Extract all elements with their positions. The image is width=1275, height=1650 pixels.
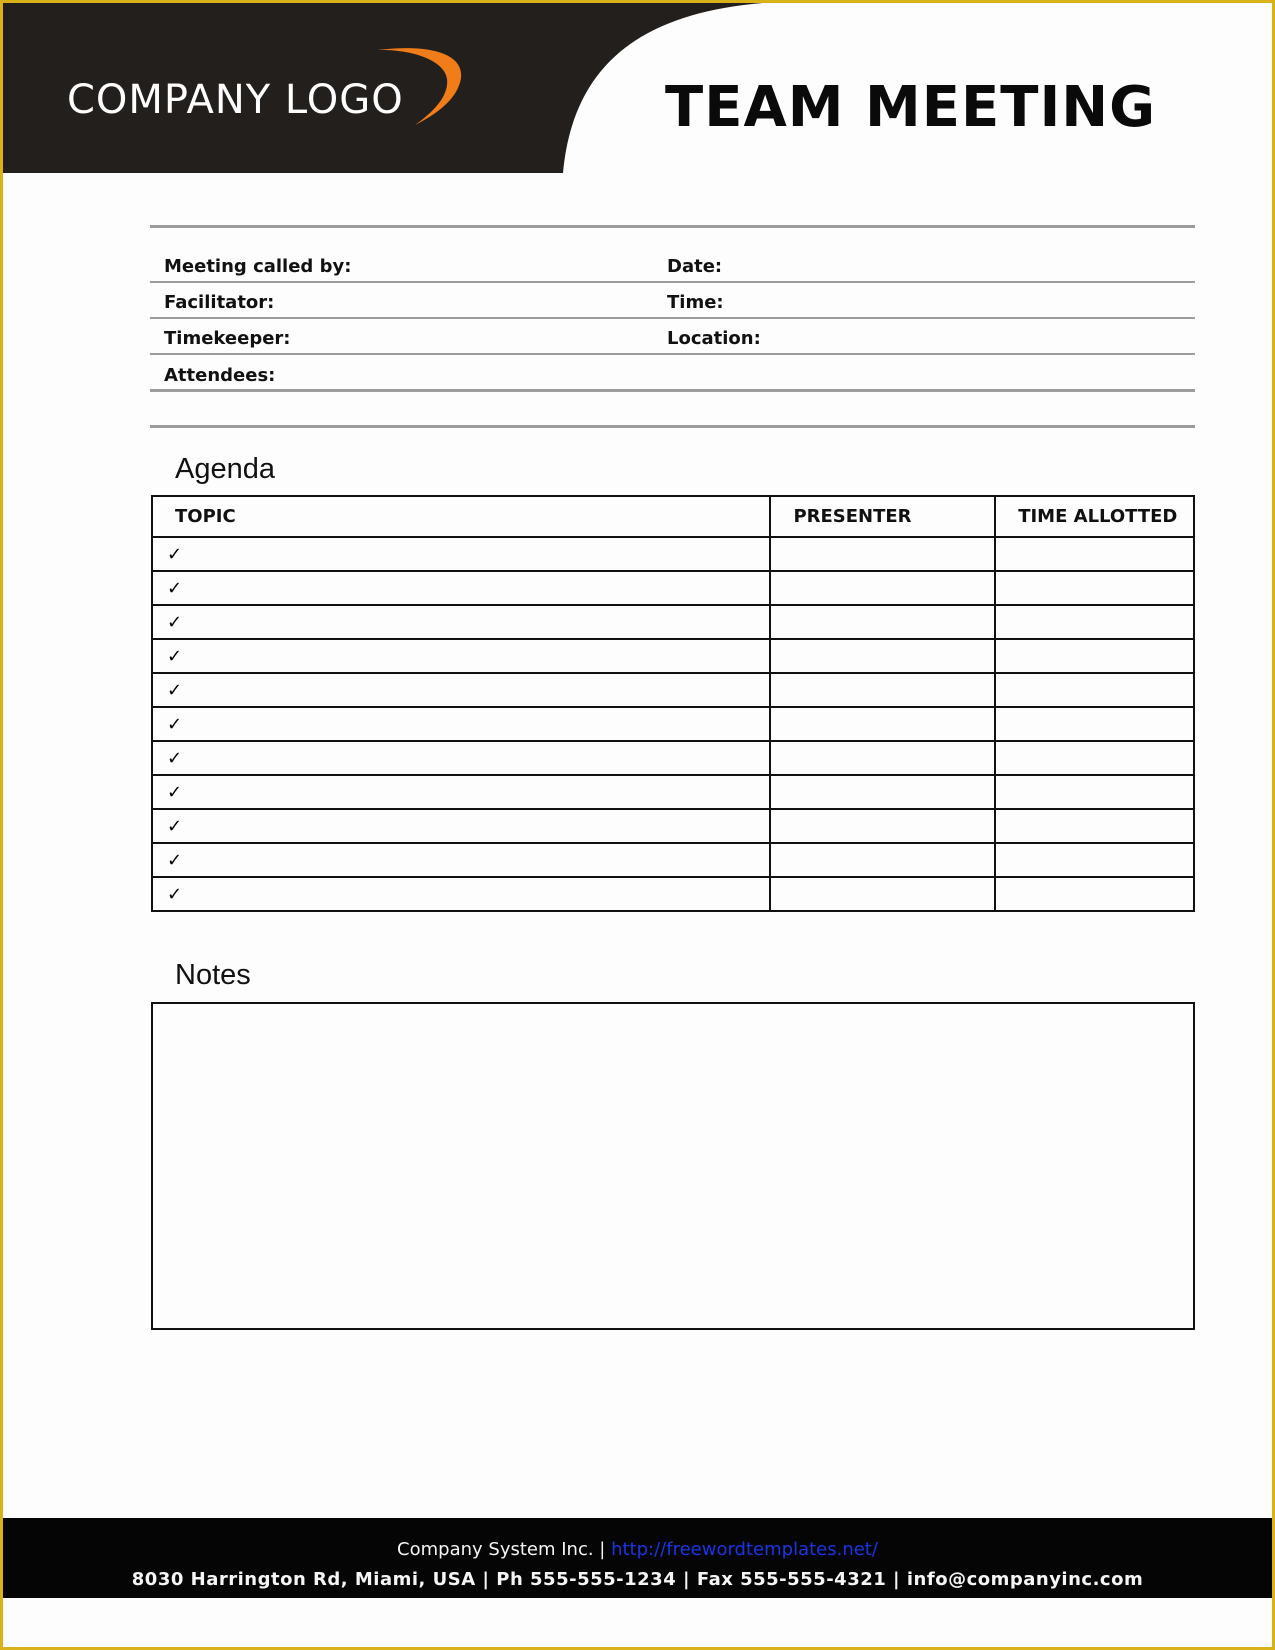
- agenda-row: [152, 673, 1194, 707]
- topic-cell[interactable]: ✓: [152, 571, 770, 605]
- time-allotted-cell[interactable]: [995, 877, 1194, 911]
- presenter-cell[interactable]: [770, 537, 995, 571]
- page-title: TEAM MEETING: [665, 75, 1157, 140]
- agenda-row: [152, 741, 1194, 775]
- presenter-cell[interactable]: [770, 809, 995, 843]
- presenter-cell[interactable]: [770, 639, 995, 673]
- agenda-header-row: [152, 496, 1194, 537]
- notes-box[interactable]: [151, 1002, 1195, 1330]
- meeting-called-by-label: Meeting called by:: [164, 256, 352, 277]
- footer-company: Company System Inc. |: [397, 1539, 612, 1560]
- time-allotted-cell[interactable]: [995, 639, 1194, 673]
- presenter-column-header: PRESENTER: [770, 496, 995, 537]
- notes-title: Notes: [175, 959, 251, 991]
- date-label: Date:: [667, 256, 723, 277]
- presenter-cell[interactable]: [770, 843, 995, 877]
- agenda-table: [151, 495, 1195, 912]
- topic-column-header: TOPIC: [152, 496, 770, 537]
- footer-contact: 8030 Harrington Rd, Miami, USA | Ph 555-555-1234 | Fax 555-555-4321 | info@companyinc.com: [131, 1569, 1144, 1590]
- time-allotted-cell[interactable]: [995, 605, 1194, 639]
- presenter-cell[interactable]: [770, 571, 995, 605]
- presenter-cell[interactable]: [770, 775, 995, 809]
- header-band: [3, 3, 1272, 173]
- agenda-row: [152, 775, 1194, 809]
- divider: [150, 425, 1195, 428]
- time-allotted-cell[interactable]: [995, 571, 1194, 605]
- divider: [150, 281, 1195, 283]
- time-allotted-cell[interactable]: [995, 843, 1194, 877]
- attendees-label: Attendees:: [164, 365, 276, 386]
- topic-cell[interactable]: ✓: [152, 843, 770, 877]
- time-allotted-cell[interactable]: [995, 775, 1194, 809]
- location-label: Location:: [667, 328, 761, 349]
- agenda-row: [152, 877, 1194, 911]
- agenda-row: [152, 537, 1194, 571]
- agenda-row: [152, 843, 1194, 877]
- divider: [150, 353, 1195, 355]
- time-allotted-cell[interactable]: [995, 809, 1194, 843]
- document-page: [3, 3, 1272, 1647]
- company-logo: COMPANY LOGO: [67, 77, 404, 123]
- facilitator-label: Facilitator:: [164, 292, 275, 313]
- presenter-cell[interactable]: [770, 605, 995, 639]
- agenda-title: Agenda: [175, 453, 275, 485]
- time-allotted-cell[interactable]: [995, 673, 1194, 707]
- time-allotted-column-header: TIME ALLOTTED: [995, 496, 1194, 537]
- time-allotted-cell[interactable]: [995, 707, 1194, 741]
- topic-cell[interactable]: ✓: [152, 877, 770, 911]
- agenda-row: [152, 809, 1194, 843]
- topic-cell[interactable]: ✓: [152, 537, 770, 571]
- divider: [150, 317, 1195, 319]
- topic-cell[interactable]: ✓: [152, 605, 770, 639]
- agenda-row: [152, 571, 1194, 605]
- timekeeper-label: Timekeeper:: [164, 328, 291, 349]
- topic-cell[interactable]: ✓: [152, 673, 770, 707]
- topic-cell[interactable]: ✓: [152, 775, 770, 809]
- presenter-cell[interactable]: [770, 877, 995, 911]
- time-allotted-cell[interactable]: [995, 537, 1194, 571]
- time-label: Time:: [667, 292, 724, 313]
- topic-cell[interactable]: ✓: [152, 741, 770, 775]
- footer: [3, 1518, 1272, 1598]
- agenda-row: [152, 639, 1194, 673]
- divider: [150, 389, 1195, 392]
- agenda-row: [152, 605, 1194, 639]
- footer-url-link[interactable]: http://freewordtemplates.net/: [611, 1539, 878, 1560]
- presenter-cell[interactable]: [770, 673, 995, 707]
- topic-cell[interactable]: ✓: [152, 639, 770, 673]
- footer-company-line: [3, 1539, 1272, 1560]
- divider: [150, 225, 1195, 228]
- topic-cell[interactable]: ✓: [152, 707, 770, 741]
- agenda-row: [152, 707, 1194, 741]
- presenter-cell[interactable]: [770, 741, 995, 775]
- time-allotted-cell[interactable]: [995, 741, 1194, 775]
- presenter-cell[interactable]: [770, 707, 995, 741]
- topic-cell[interactable]: ✓: [152, 809, 770, 843]
